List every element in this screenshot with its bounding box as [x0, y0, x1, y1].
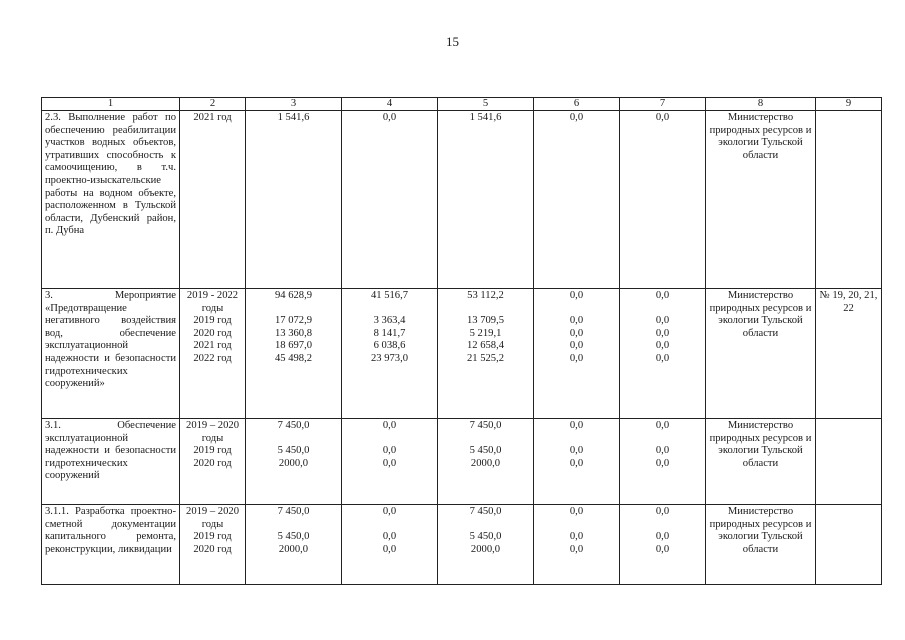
other-cell: [620, 111, 706, 289]
federal-cell: [342, 505, 438, 585]
regional-value: 12 658,4: [466, 340, 505, 352]
regional-value: 5 450,0: [469, 531, 502, 543]
regional-head: 7 450,0: [469, 420, 502, 431]
federal-cell: [342, 111, 438, 289]
local-head: 0,0: [569, 506, 584, 517]
period-year: 2020 год: [193, 543, 232, 555]
period-head: 2019 – 2020 годы: [186, 506, 239, 530]
regional-cell: [438, 289, 534, 419]
period-head: 2019 - 2022 годы: [186, 290, 239, 314]
total-head: 7 450,0: [277, 506, 310, 517]
total-head: 1 541,6: [277, 112, 310, 123]
regional-value: 21 525,2: [466, 352, 505, 364]
federal-head: 0,0: [382, 112, 397, 123]
indicators-cell: [816, 111, 882, 289]
other-head: 0,0: [655, 420, 670, 431]
period-cell: [180, 111, 246, 289]
federal-cell: [342, 419, 438, 505]
federal-value: 3 363,4: [373, 315, 406, 327]
other-value: 0,0: [655, 327, 670, 339]
federal-head: 0,0: [382, 506, 397, 517]
measure-name: 3.1. Обеспечение эксплуатационной надежности и безопасности гидротехнических сооружений: [42, 419, 180, 505]
other-value: 0,0: [655, 340, 670, 352]
federal-cell: [342, 289, 438, 419]
other-cell: [620, 419, 706, 505]
period-year: 2021 год: [193, 340, 232, 352]
measure-name: 2.3. Выполнение работ по обеспечению реабилитации участков водных объектов, утративших способность к самоочищению, в т.ч. проектно-изыскательские работы на водном объекте, расположенном в Тульской области, Дубенский район, п. Дубна: [42, 111, 180, 289]
federal-value: 6 038,6: [373, 340, 406, 352]
local-value: 0,0: [569, 531, 584, 543]
regional-value: 5 219,1: [469, 327, 502, 339]
page-number: 15: [446, 34, 459, 49]
local-head: 0,0: [569, 420, 584, 431]
total-value: 5 450,0: [277, 531, 310, 543]
other-value: 0,0: [655, 352, 670, 364]
regional-value: 2000,0: [470, 543, 501, 555]
table-body: [42, 111, 882, 585]
executor-cell: Министерство природных ресурсов и экологии Тульской области: [706, 289, 816, 419]
local-value: 0,0: [569, 315, 584, 327]
indicators-cell: № 19, 20, 21, 22: [816, 289, 882, 419]
other-cell: [620, 289, 706, 419]
local-cell: [534, 505, 620, 585]
total-cell: [246, 505, 342, 585]
regional-head: 53 112,2: [467, 290, 504, 301]
local-value: 0,0: [569, 457, 584, 469]
regional-head: 7 450,0: [469, 506, 502, 517]
local-cell: [534, 419, 620, 505]
period-cell: [180, 289, 246, 419]
local-value: 0,0: [569, 352, 584, 364]
local-value: 0,0: [569, 340, 584, 352]
regional-cell: [438, 419, 534, 505]
period-year: 2020 год: [193, 327, 232, 339]
regional-cell: [438, 111, 534, 289]
other-value: 0,0: [655, 315, 670, 327]
regional-head: 1 541,6: [469, 112, 502, 123]
total-value: 17 072,9: [274, 315, 313, 327]
local-value: 0,0: [569, 445, 584, 457]
federal-value: 0,0: [382, 445, 397, 457]
total-value: 13 360,8: [274, 327, 313, 339]
period-head: 2019 – 2020 годы: [186, 420, 239, 444]
total-cell: [246, 419, 342, 505]
other-value: 0,0: [655, 543, 670, 555]
federal-value: 0,0: [382, 457, 397, 469]
column-number-row: [42, 98, 882, 111]
total-value: 45 498,2: [274, 352, 313, 364]
federal-head: 41 516,7: [370, 290, 409, 301]
table-row: [42, 289, 882, 419]
measure-name: 3. Мероприятие «Предотвращение негативного воздействия вод, обеспечение эксплуатационной надежности и безопасности гидротехнических сооружений»: [42, 289, 180, 419]
federal-value: 23 973,0: [370, 352, 409, 364]
period-cell: [180, 505, 246, 585]
period-year: 2019 год: [193, 315, 232, 327]
total-value: 2000,0: [278, 543, 309, 555]
regional-value: 13 709,5: [466, 315, 505, 327]
local-cell: [534, 289, 620, 419]
regional-value: 5 450,0: [469, 445, 502, 457]
total-head: 7 450,0: [277, 420, 310, 431]
other-value: 0,0: [655, 457, 670, 469]
other-cell: [620, 505, 706, 585]
column-header: 7: [620, 98, 706, 111]
table-row: [42, 111, 882, 289]
table-row: [42, 505, 882, 585]
column-header: 6: [534, 98, 620, 111]
total-cell: [246, 289, 342, 419]
other-head: 0,0: [655, 112, 670, 123]
other-head: 0,0: [655, 290, 670, 301]
regional-cell: [438, 505, 534, 585]
other-value: 0,0: [655, 531, 670, 543]
indicators-cell: [816, 505, 882, 585]
period-head: 2021 год: [193, 112, 232, 123]
period-cell: [180, 419, 246, 505]
executor-cell: Министерство природных ресурсов и экологии Тульской области: [706, 505, 816, 585]
total-value: 18 697,0: [274, 340, 313, 352]
total-value: 5 450,0: [277, 445, 310, 457]
period-year: 2022 год: [193, 352, 232, 364]
column-header: 3: [246, 98, 342, 111]
column-header: 4: [342, 98, 438, 111]
indicators-cell: [816, 419, 882, 505]
column-header: 5: [438, 98, 534, 111]
federal-head: 0,0: [382, 420, 397, 431]
column-header: 2: [180, 98, 246, 111]
federal-value: 8 141,7: [373, 327, 406, 339]
period-year: 2019 год: [193, 445, 232, 457]
executor-cell: Министерство природных ресурсов и экологии Тульской области: [706, 419, 816, 505]
other-head: 0,0: [655, 506, 670, 517]
local-head: 0,0: [569, 290, 584, 301]
measure-name: 3.1.1. Разработка проектно-сметной документации капитального ремонта, реконструкции, ликвидации: [42, 505, 180, 585]
regional-value: 2000,0: [470, 457, 501, 469]
period-year: 2020 год: [193, 457, 232, 469]
period-year: 2019 год: [193, 531, 232, 543]
other-value: 0,0: [655, 445, 670, 457]
total-cell: [246, 111, 342, 289]
table-row: [42, 419, 882, 505]
total-value: 2000,0: [278, 457, 309, 469]
column-header: 8: [706, 98, 816, 111]
executor-cell: Министерство природных ресурсов и экологии Тульской области: [706, 111, 816, 289]
column-header: 9: [816, 98, 882, 111]
local-value: 0,0: [569, 327, 584, 339]
local-cell: [534, 111, 620, 289]
local-value: 0,0: [569, 543, 584, 555]
program-table: [41, 97, 882, 585]
column-header: 1: [42, 98, 180, 111]
local-head: 0,0: [569, 112, 584, 123]
federal-value: 0,0: [382, 531, 397, 543]
federal-value: 0,0: [382, 543, 397, 555]
total-head: 94 628,9: [274, 290, 313, 301]
